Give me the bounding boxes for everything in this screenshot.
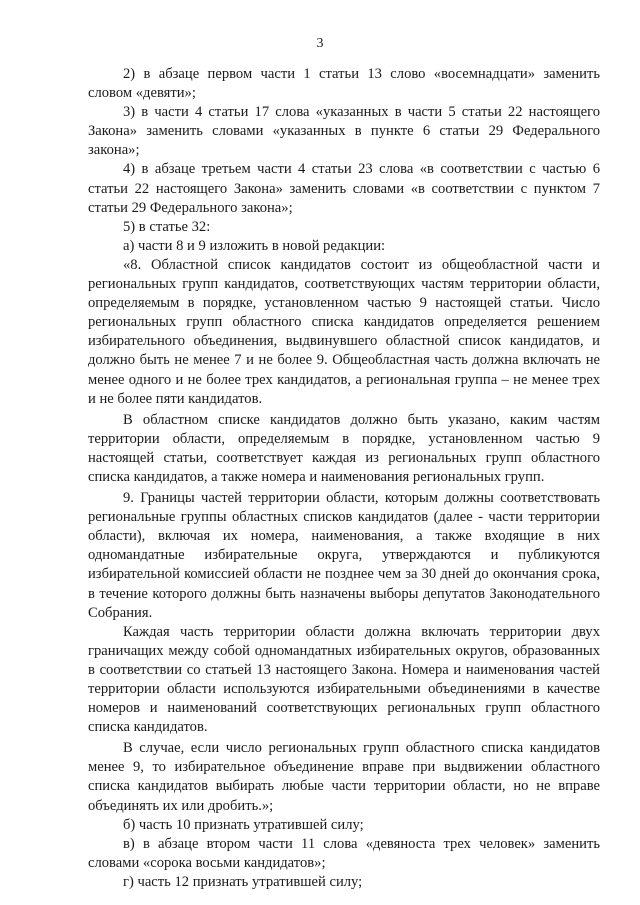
paragraph-11: б) часть 10 признать утратившей силу;	[123, 816, 364, 833]
paragraph-13: г) часть 12 признать утратившей силу;	[123, 873, 363, 890]
page-number: 3	[316, 36, 324, 51]
paragraph-7: В областном списке кандидатов должно быть указано, каким частям территории области, определяемым в порядке, установленном частью 9 настоящей статьи, соответствует каждая из региональных групп областного списка кандидатов, а также номера и наименования региональных групп.	[88, 411, 600, 485]
document-body	[88, 65, 600, 892]
paragraph-12: в) в абзаце втором части 11 слова «девяноста трех человек» заменить словами «сорока восьми кандидатов»;	[88, 835, 600, 871]
paragraph-3: 4) в абзаце третьем части 4 статьи 23 слова «в соответствии с частью 6 статьи 22 настоящего Закона» заменить словами «в соответствии с пунктом 7 статьи 29 Федерального закона»;	[88, 161, 600, 216]
paragraph-8: 9. Границы частей территории области, которым должны соответствовать региональные группы областных списков кандидатов (далее - части территории области), включая их номера, наименования, а также входящие в них одномандатные избирательные округа, утверждаются и публикуются избирательной комиссией области не позднее чем за 30 дней до окончания срока, в течение которого должны быть назначены выборы депутатов Законодательного Собрания.	[88, 490, 600, 621]
paragraph-4: 5) в статье 32:	[123, 218, 211, 235]
paragraph-10: В случае, если число региональных групп областного списка кандидатов менее 9, то избирательное объединение вправе при выдвижении областного списка кандидатов выбирать любые части территории области, но не вправе объединять их или дробить.»;	[88, 740, 600, 814]
paragraph-5: а) части 8 и 9 изложить в новой редакции:	[123, 237, 386, 254]
paragraph-9: Каждая часть территории области должна включать территории двух граничащих между собой одномандатных избирательных округов, образованных в соответствии со статьей 13 настоящего Закона. Номера и наименования частей территории области используются избирательными объединениями в качестве номеров и наименований соответствующих региональных групп областного списка кандидатов.	[88, 623, 600, 736]
paragraph-6: «8. Областной список кандидатов состоит из общеобластной части и региональных групп кандидатов, соответствующих частям территории области, определяемым в порядке, установленном частью 9 настоящей статьи. Число региональных групп областного списка кандидатов определяется решением избирательного объединения, выдвинувшего областной список кандидатов, и должно быть не менее 7 и не более 9. Общеобластная часть должна включать не менее одного и не более трех кандидатов, а региональная группа – не менее трех и не более пяти кандидатов.	[88, 256, 600, 407]
paragraph-2: 3) в части 4 статьи 17 слова «указанных в части 5 статьи 22 настоящего Закона» заменить словами «указанных в пункте 6 статьи 29 Федерального закона»;	[88, 104, 600, 159]
paragraph-1: 2) в абзаце первом части 1 статьи 13 слово «восемнадцати» заменить словом «девяти»;	[88, 66, 600, 102]
